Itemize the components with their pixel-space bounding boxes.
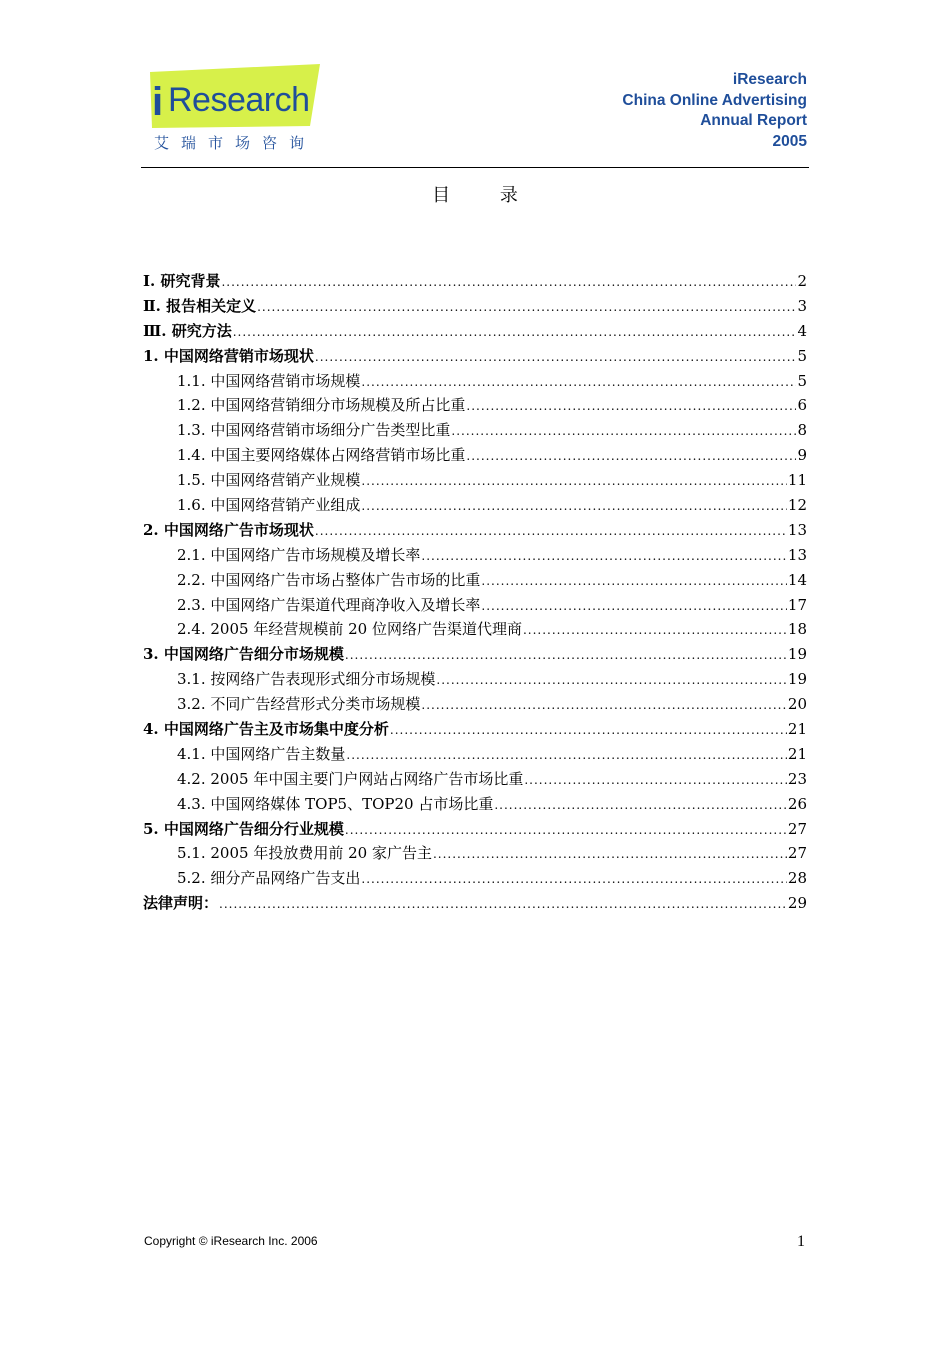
toc-entry-label: 2.1. 中国网络广告市场规模及增长率 [177,545,421,564]
toc-entry-page: 4 [797,321,807,340]
logo-wordmark: Research [168,81,310,119]
header-report-type: Annual Report [700,112,807,129]
toc-entry[interactable] [143,319,807,344]
toc-entry[interactable] [143,742,807,767]
toc-entry-page: 29 [787,894,807,913]
toc-entry[interactable] [143,543,807,568]
toc-title: 目 录 [432,185,540,206]
toc-entry-page: 27 [787,844,807,863]
toc-leader-dots [523,618,787,643]
toc-entry-label: Ⅲ. 研究方法 [143,321,232,340]
toc-entry[interactable] [143,518,807,543]
toc-leader-dots [221,270,796,295]
toc-leader-dots [361,469,787,494]
toc-leader-dots [524,768,787,793]
toc-entry-page: 8 [797,421,807,440]
toc-leader-dots [433,842,787,867]
toc-leader-dots [233,320,797,345]
toc-entry[interactable] [143,443,807,468]
toc-leader-dots [481,569,787,594]
toc-entry[interactable] [143,269,807,294]
toc-entry-page: 28 [787,869,807,888]
logo-chinese-name: 艾瑞市场咨询 [154,134,317,152]
toc-leader-dots [315,519,787,544]
toc-leader-dots [361,867,787,892]
toc-entry[interactable] [143,891,807,916]
toc-entry-page: 20 [787,695,807,714]
toc-entry-label: 5. 中国网络广告细分行业规模 [143,819,344,838]
toc-entry-label: 1.1. 中国网络营销市场规模 [177,371,361,390]
toc-leader-dots [494,793,787,818]
header-report-name: China Online Advertising [622,91,807,109]
toc-leader-dots [346,743,787,768]
toc-entry[interactable] [143,593,807,618]
toc-entry-page: 21 [787,720,807,739]
toc-entry-page: 5 [797,371,807,390]
toc-leader-dots [451,419,796,444]
toc-entry-label: 1.3. 中国网络营销市场细分广告类型比重 [177,421,451,440]
toc-leader-dots [345,643,787,668]
report-header [622,70,807,152]
toc-entry[interactable] [143,692,807,717]
toc-entry-page: 12 [787,496,807,515]
toc-entry-label: 1. 中国网络营销市场现状 [143,346,314,365]
header-year: 2005 [772,132,807,150]
toc-entry-label: 3.1. 按网络广告表现形式细分市场规模 [177,670,436,689]
toc-entry-label: 3.2. 不同广告经营形式分类市场规模 [177,695,421,714]
toc-entry-page: 5 [797,346,807,365]
toc-entry[interactable] [143,344,807,369]
toc-entry[interactable] [143,767,807,792]
toc-entry-page: 27 [787,819,807,838]
toc-entry[interactable] [143,817,807,842]
toc-entry[interactable] [143,717,807,742]
toc-leader-dots [390,718,787,743]
toc-leader-dots [466,444,796,469]
toc-entry-page: 2 [797,272,807,290]
toc-entry-label: 2.3. 中国网络广告渠道代理商净收入及增长率 [177,595,481,614]
toc-entry-label: 5.2. 细分产品网络广告支出 [177,869,361,888]
toc-entry[interactable] [143,617,807,642]
toc-leader-dots [466,394,796,419]
toc-entry-page: 14 [787,570,807,589]
toc-entry-label: 2.4. 2005 年经营规模前 20 位网络广告渠道代理商 [177,620,522,639]
toc-entry-page: 13 [787,520,807,539]
toc-entry-label: 2.2. 中国网络广告市场占整体广告市场的比重 [177,570,481,589]
toc-entry-label: 2. 中国网络广告市场现状 [143,520,314,539]
toc-entry-label: 1.4. 中国主要网络媒体占网络营销市场比重 [177,446,466,465]
logo-i-letter: i [152,80,163,124]
toc-entry[interactable] [143,294,807,319]
toc-entry[interactable] [143,393,807,418]
toc-entry-label: 4.1. 中国网络广告主数量 [177,744,346,763]
toc-entry-page: 26 [787,794,807,813]
toc-entry[interactable] [143,866,807,891]
toc-leader-dots [219,892,787,917]
toc-entry[interactable] [143,369,807,394]
toc-leader-dots [315,345,797,370]
toc-leader-dots [361,370,796,395]
toc-entry-label: 1.6. 中国网络营销产业组成 [177,496,361,515]
toc-leader-dots [361,494,787,519]
toc-entry[interactable] [143,642,807,667]
toc-entry-page: 13 [787,545,807,564]
toc-entry[interactable] [143,418,807,443]
toc-entry-page: 11 [787,471,807,490]
toc-entry-page: 19 [787,670,807,689]
toc-entry-page: 19 [787,645,807,664]
toc-leader-dots [257,295,796,320]
toc-entry-page: 9 [797,446,807,465]
iresearch-logo [142,58,332,158]
toc-leader-dots [421,693,787,718]
toc-entry-label: 3. 中国网络广告细分市场规模 [143,645,344,664]
toc-entry-label: 4.3. 中国网络媒体 TOP5、TOP20 占市场比重 [177,794,494,813]
toc-entry-label: Ⅱ. 报告相关定义 [143,296,257,315]
toc-entry-label: 4.2. 2005 年中国主要门户网站占网络广告市场比重 [177,769,524,788]
toc-entry-page: 17 [787,595,807,614]
toc-entry[interactable] [143,568,807,593]
toc-entry[interactable] [143,667,807,692]
toc-entry-label: Ⅰ. 研究背景 [143,272,221,290]
toc-entry-label: 5.1. 2005 年投放费用前 20 家广告主 [177,844,432,863]
toc-entry-label: 4. 中国网络广告主及市场集中度分析 [143,720,389,739]
toc-leader-dots [436,668,787,693]
toc-leader-dots [421,544,787,569]
table-of-contents [143,269,807,916]
header-divider [141,167,809,168]
toc-entry-page: 18 [787,620,807,639]
toc-entry-label: 1.2. 中国网络营销细分市场规模及所占比重 [177,396,466,415]
toc-entry[interactable] [143,493,807,518]
toc-entry[interactable] [143,468,807,493]
toc-entry[interactable] [143,792,807,817]
header-company: iResearch [732,71,807,88]
toc-entry[interactable] [143,841,807,866]
copyright-notice: Copyright © iResearch Inc. 2006 [144,1234,318,1248]
toc-entry-page: 3 [797,296,807,315]
toc-entry-page: 6 [797,396,807,415]
toc-entry-page: 23 [787,769,807,788]
toc-entry-label: 法律声明： [143,894,219,913]
toc-leader-dots [481,594,787,619]
page-number: 1 [797,1233,805,1250]
toc-entry-page: 21 [787,744,807,763]
toc-entry-label: 1.5. 中国网络营销产业规模 [177,471,361,490]
toc-leader-dots [345,818,787,843]
